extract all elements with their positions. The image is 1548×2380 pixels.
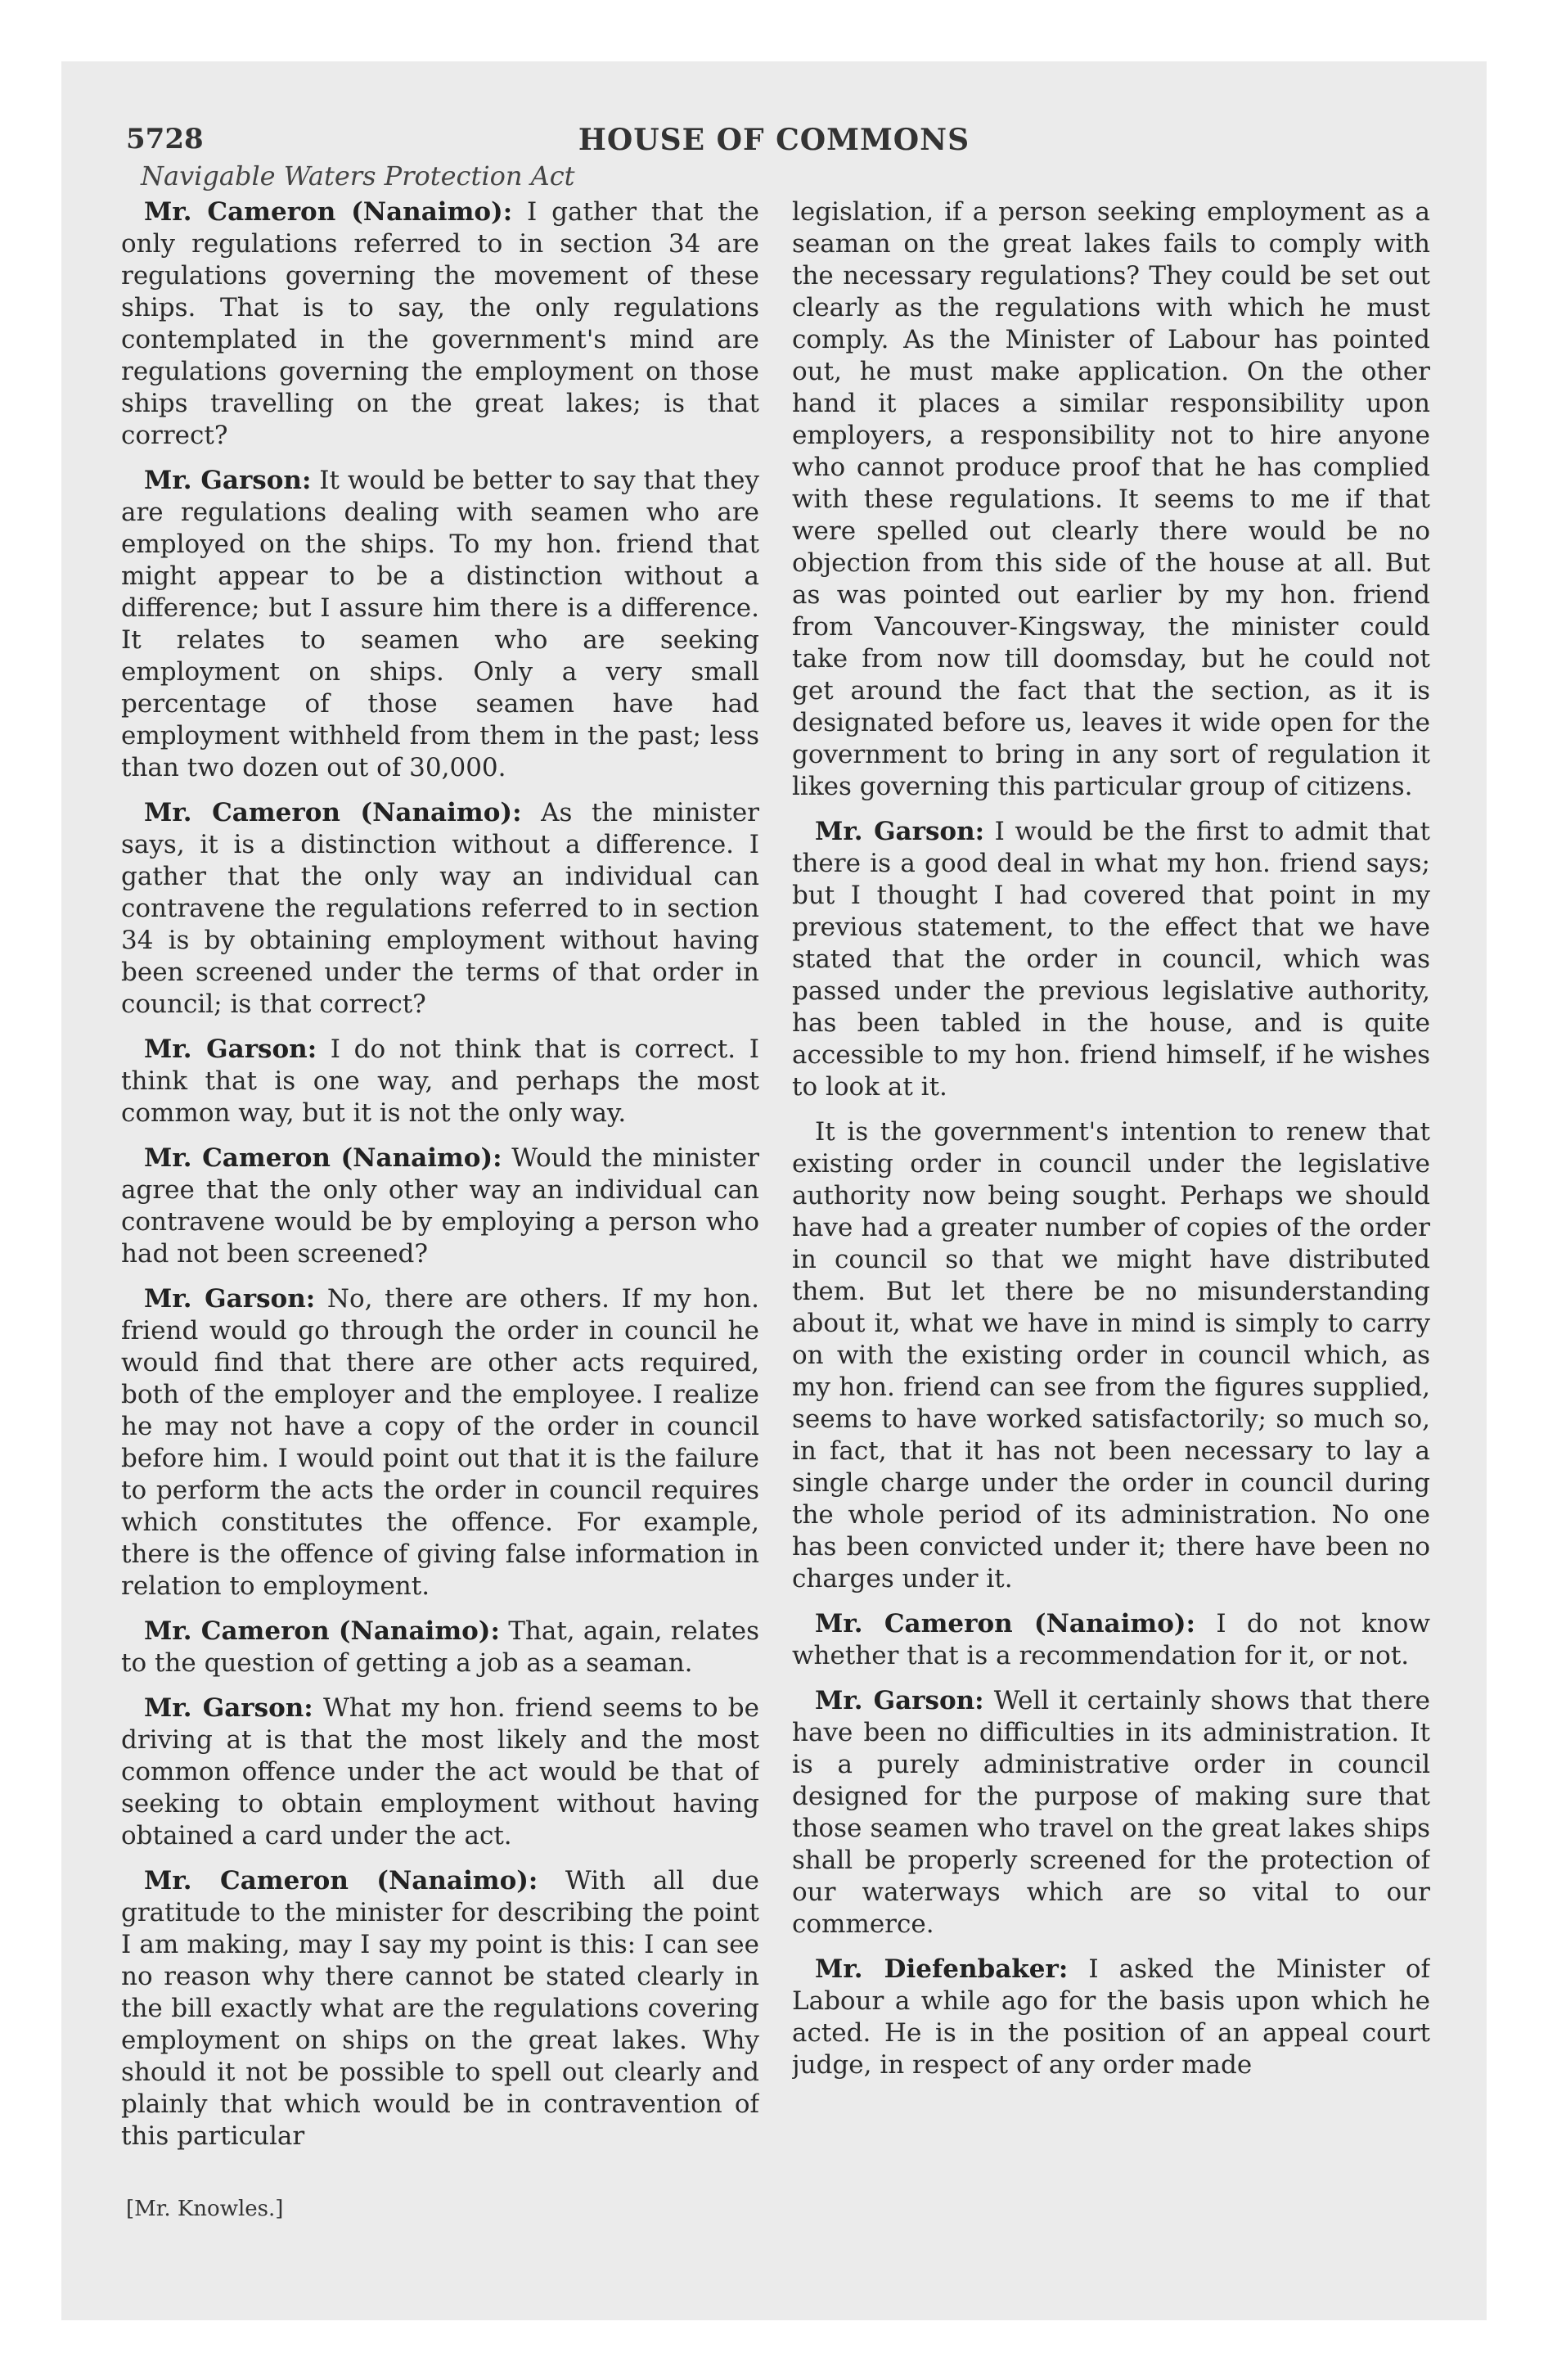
speech-paragraph xyxy=(792,196,1430,803)
left-column xyxy=(121,196,759,2177)
speaker-name: Mr. Cameron (Nanaimo): xyxy=(144,197,513,227)
speech-text: What my hon. friend seems to be driving at is that the most likely and the most common offence under the act would be that of seeking to obtain employment without having obtained a card under the act. xyxy=(121,1693,759,1850)
speech-paragraph xyxy=(792,816,1430,1103)
speech-paragraph xyxy=(121,1283,759,1602)
speech-text: With all due gratitude to the minister for describing the point I am making, may I say my point is this: I can see no reason why there cannot be stated clearly in the bill exactly what are the regulations covering employment on ships on the great lakes. Why should it not be possible to spell out clearly and plainly that which would be in contravention of this particular xyxy=(121,1866,759,2151)
speaker-name: Mr. Cameron (Nanaimo): xyxy=(815,1609,1195,1639)
speech-paragraph xyxy=(121,797,759,1021)
section-title: Navigable Waters Protection Act xyxy=(141,160,575,192)
speech-text: As the minister says, it is a distinction without a difference. I gather that the only way an individual can contravene the regulations referred to in section 34 is by obtaining employment without having been screened under the terms of that order in council; is that correct? xyxy=(121,798,759,1019)
speech-paragraph xyxy=(121,1616,759,1679)
speaker-name: Mr. Cameron (Nanaimo): xyxy=(144,1616,500,1646)
speaker-name: Mr. Garson: xyxy=(815,817,985,846)
speech-text: Would the minister agree that the only other way an individual can contravene would be by employing a person who had not been screened? xyxy=(121,1143,759,1269)
speech-text: No, there are others. If my hon. friend would go through the order in council he would find that there are other acts required, both of the employer and the employee. I realize he may not have a copy of the order in council before him. I would point out that it is the failure to perform the acts the order in council requires which constitutes the offence. For example, there is the offence of giving false information in relation to employment. xyxy=(121,1284,759,1601)
speech-text: I asked the Minister of Labour a while ago for the basis upon which he acted. He is in the position of an appeal court judge, in respect of any order made xyxy=(792,1954,1430,2080)
speaker-name: Mr. Garson: xyxy=(144,1284,316,1314)
speech-paragraph xyxy=(121,196,759,452)
speech-text: legislation, if a person seeking employment as a seaman on the great lakes fails to comply with the necessary regulations? They could be set out clearly as the regulations with which he must comply. As the Minister of Labour has pointed out, he must make application. On the other hand it places a similar responsibility upon employers, a responsibility not to hire anyone who cannot produce proof that he has complied with these regulations. It seems to me if that were spelled out clearly there would be no objection from this side of the house at all. But as was pointed out earlier by my hon. friend from Vancouver-Kingsway, the minister could take from now till doomsday, but he could not get around the fact that the section, as it is designated before us, leaves it wide open for the government to bring in any sort of regulation it likes governing this particular group of citizens. xyxy=(792,197,1430,801)
speech-paragraph xyxy=(792,1685,1430,1941)
speech-paragraph xyxy=(121,1865,759,2152)
speaker-name: Mr. Garson: xyxy=(144,1693,313,1723)
speaker-name: Mr. Cameron (Nanaimo): xyxy=(144,1143,502,1173)
running-head: HOUSE OF COMMONS xyxy=(578,123,970,157)
speech-paragraph xyxy=(121,1693,759,1852)
speech-paragraph xyxy=(792,1116,1430,1595)
speech-paragraph xyxy=(121,1034,759,1129)
speech-paragraph xyxy=(792,1608,1430,1672)
speech-text: I would be the first to admit that there is a good deal in what my hon. friend says; but I thought I had covered that point in my previous statement, to the effect that we have stated that the order in council, which was passed under the previous legislative authority, has been tabled in the house, and is quite accessible to my hon. friend himself, if he wishes to look at it. xyxy=(792,817,1430,1102)
speaker-name: Mr. Cameron (Nanaimo): xyxy=(144,798,522,827)
speaker-name: Mr. Diefenbaker: xyxy=(815,1954,1069,1984)
speaker-name: Mr. Garson: xyxy=(815,1686,984,1715)
speech-text: I gather that the only regulations referred to in section 34 are regulations governing the movement of these ships. That is to say, the only regulations contemplated in the government's mind are regulations governing the employment on those ships travelling on the great lakes; is that correct? xyxy=(121,197,759,450)
speech-text: Well it certainly shows that there have been no difficulties in its administration. It is a purely administrative order in council designed for the purpose of making sure that those seamen who travel on the great lakes ships shall be properly screened for the protection of our waterways which are so vital to our commerce. xyxy=(792,1686,1430,1939)
speech-paragraph xyxy=(121,1143,759,1270)
speaker-name: Mr. Garson: xyxy=(144,466,312,495)
speaker-name: Mr. Cameron (Nanaimo): xyxy=(144,1866,538,1895)
speech-text: I do not know whether that is a recommendation for it, or not. xyxy=(792,1609,1430,1670)
footer-note: [Mr. Knowles.] xyxy=(126,2197,284,2221)
speech-paragraph xyxy=(121,465,759,784)
speech-text: I do not think that is correct. I think that is one way, and perhaps the most common way, but it is not the only way. xyxy=(121,1034,759,1128)
speech-paragraph xyxy=(792,1954,1430,2081)
page-number: 5728 xyxy=(126,123,204,156)
speech-text: It would be better to say that they are regulations dealing with seamen who are employed on the ships. To my hon. friend that might appear to be a distinction without a difference; but I assure him there is a difference. It relates to seamen who are seeking employment on ships. Only a very small percentage of those seamen have had employment withheld from them in the past; less than two dozen out of 30,000. xyxy=(121,466,759,782)
right-column xyxy=(792,196,1430,2177)
speaker-name: Mr. Garson: xyxy=(144,1034,317,1064)
speech-text: That, again, relates to the question of getting a job as a seaman. xyxy=(121,1616,759,1678)
speech-text: It is the government's intention to renew that existing order in council under the legislative authority now being sought. Perhaps we should have had a greater number of copies of the order in council so that we might have distributed them. But let there be no misunderstanding about it, what we have in mind is simply to carry on with the existing order in council which, as my hon. friend can see from the figures supplied, seems to have worked satisfactorily; so much so, in fact, that it has not been necessary to lay a single charge under the order in council during the whole period of its administration. No one has been convicted under it; there have been no charges under it. xyxy=(792,1117,1430,1593)
